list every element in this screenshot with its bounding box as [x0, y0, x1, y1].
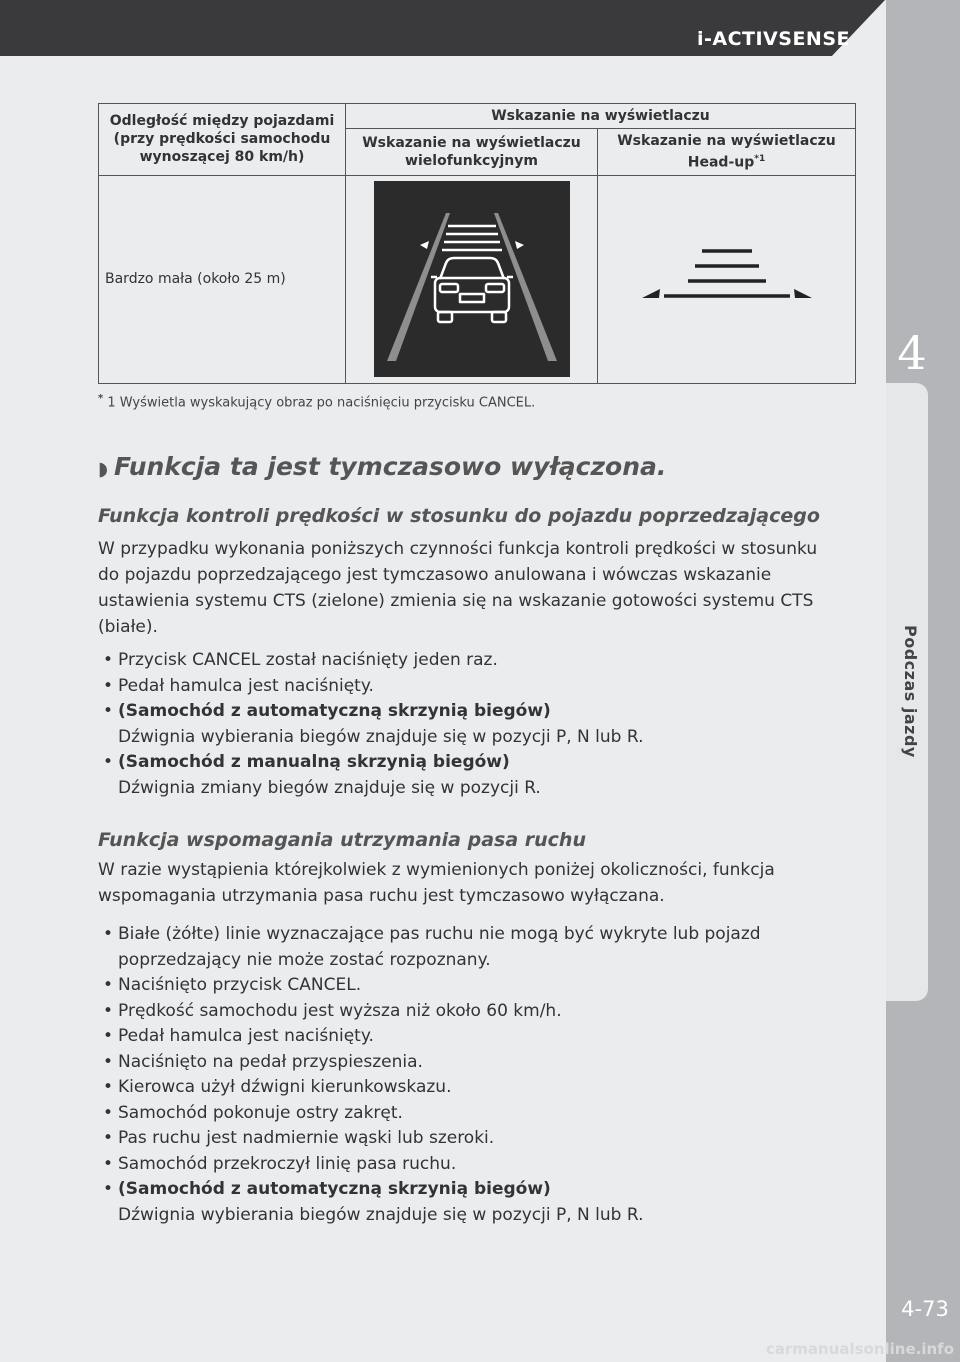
chapter-label: Podczas jazdy: [901, 625, 920, 758]
headup-display-header: Wskazanie na wyświetlaczu Head-$up^{*1}$: [598, 129, 856, 176]
headup-arrow-right-icon: [794, 289, 812, 298]
display-group-header: Wskazanie na wyświetlaczu: [346, 104, 856, 129]
lane-title: Funkcja wspomagania utrzymania pasa ruchu: [98, 829, 586, 851]
list-item: • Samochód przekroczył linię pasa ruchu.: [100, 1152, 840, 1178]
list-item: • Kierowca użył dźwigni kierunkowskazu.: [100, 1075, 840, 1101]
cruise-bullet-list: [100, 648, 840, 801]
multi-display-image-cell: [346, 175, 598, 383]
list-item: • Pedał hamulca jest naciśnięty.: [100, 1024, 840, 1050]
section-title: ◗ Funkcja ta jest tymczasowo wyłączona.: [98, 452, 667, 481]
multi-display-header: Wskazanie na wyświetlaczu wielofunkcyjnym: [346, 129, 598, 176]
page-number: 4-73: [901, 1297, 949, 1321]
chapter-number: 4: [897, 326, 927, 380]
list-item: • (Samochód z automatyczną skrzynią biegów) Dźwignia wybierania biegów znajduje się w pozycji P, N lub R.: [100, 699, 840, 750]
headup-display-image-cell: [598, 175, 856, 383]
cruise-intro: W przypadku wykonania poniższych czynności funkcja kontroli prędkości w stosunku do pojazdu poprzedzającego jest tymczasowo anulowana i wówczas wskazanie ustawienia systemu CTS (zielone) zmienia się na wskazanie gotowości systemu CTS (białe).: [98, 539, 818, 637]
distance-header: Odległość między pojazdami (przy prędkości samochodu wynoszącej 80 km/h): [99, 104, 346, 176]
list-item: • (Samochód z automatyczną skrzynią biegów) Dźwignia wybierania biegów znajduje się w pozycji P, N lub R.: [100, 1177, 840, 1228]
section-marker-icon: ◗: [98, 458, 109, 480]
distance-value: Bardzo mała (około 25 m): [99, 175, 346, 383]
list-item: • Przycisk CANCEL został naciśnięty jeden raz.: [100, 648, 840, 674]
list-item: • Pedał hamulca jest naciśnięty.: [100, 674, 840, 700]
list-item: • Samochód pokonuje ostry zakręt.: [100, 1101, 840, 1127]
headup-distance-bars: [664, 251, 790, 296]
list-item: • Naciśnięto na pedał przyspieszenia.: [100, 1050, 840, 1076]
footnote-ref: *1: [754, 154, 766, 164]
headup-arrow-left-icon: [642, 289, 660, 298]
list-item: • Prędkość samochodu jest wyższa niż około 60 km/h.: [100, 999, 840, 1025]
multi-display-image: [374, 181, 570, 377]
lane-bullet-list: [100, 922, 840, 1228]
cruise-title: Funkcja kontroli prędkości w stosunku do pojazdu poprzedzającego: [98, 505, 820, 527]
list-item: • Naciśnięto przycisk CANCEL.: [100, 973, 840, 999]
footnote: * 1 Wyświetla wyskakujący obraz po naciśnięciu przycisku CANCEL.: [98, 393, 536, 411]
list-item: • Pas ruchu jest nadmiernie wąski lub szeroki.: [100, 1126, 840, 1152]
list-item: • (Samochód z manualną skrzynią biegów) Dźwignia zmiany biegów znajduje się w pozycji R.: [100, 750, 840, 801]
footnote-marker: *: [98, 393, 104, 404]
lane-intro: W razie wystąpienia którejkolwiek z wymienionych poniżej okoliczności, funkcja wspomagania utrzymania pasa ruchu jest tymczasowo wyłączana.: [98, 860, 775, 906]
header-title: i-ACTIVSENSE: [696, 28, 850, 50]
watermark: carmanualsonline.info: [765, 1340, 954, 1358]
list-item: • Białe (żółte) linie wyznaczające pas ruchu nie mogą być wykryte lub pojazd poprzedzający nie może zostać rozpoznany.: [100, 922, 840, 973]
headup-display-image: [602, 234, 852, 324]
display-table: [98, 103, 856, 384]
